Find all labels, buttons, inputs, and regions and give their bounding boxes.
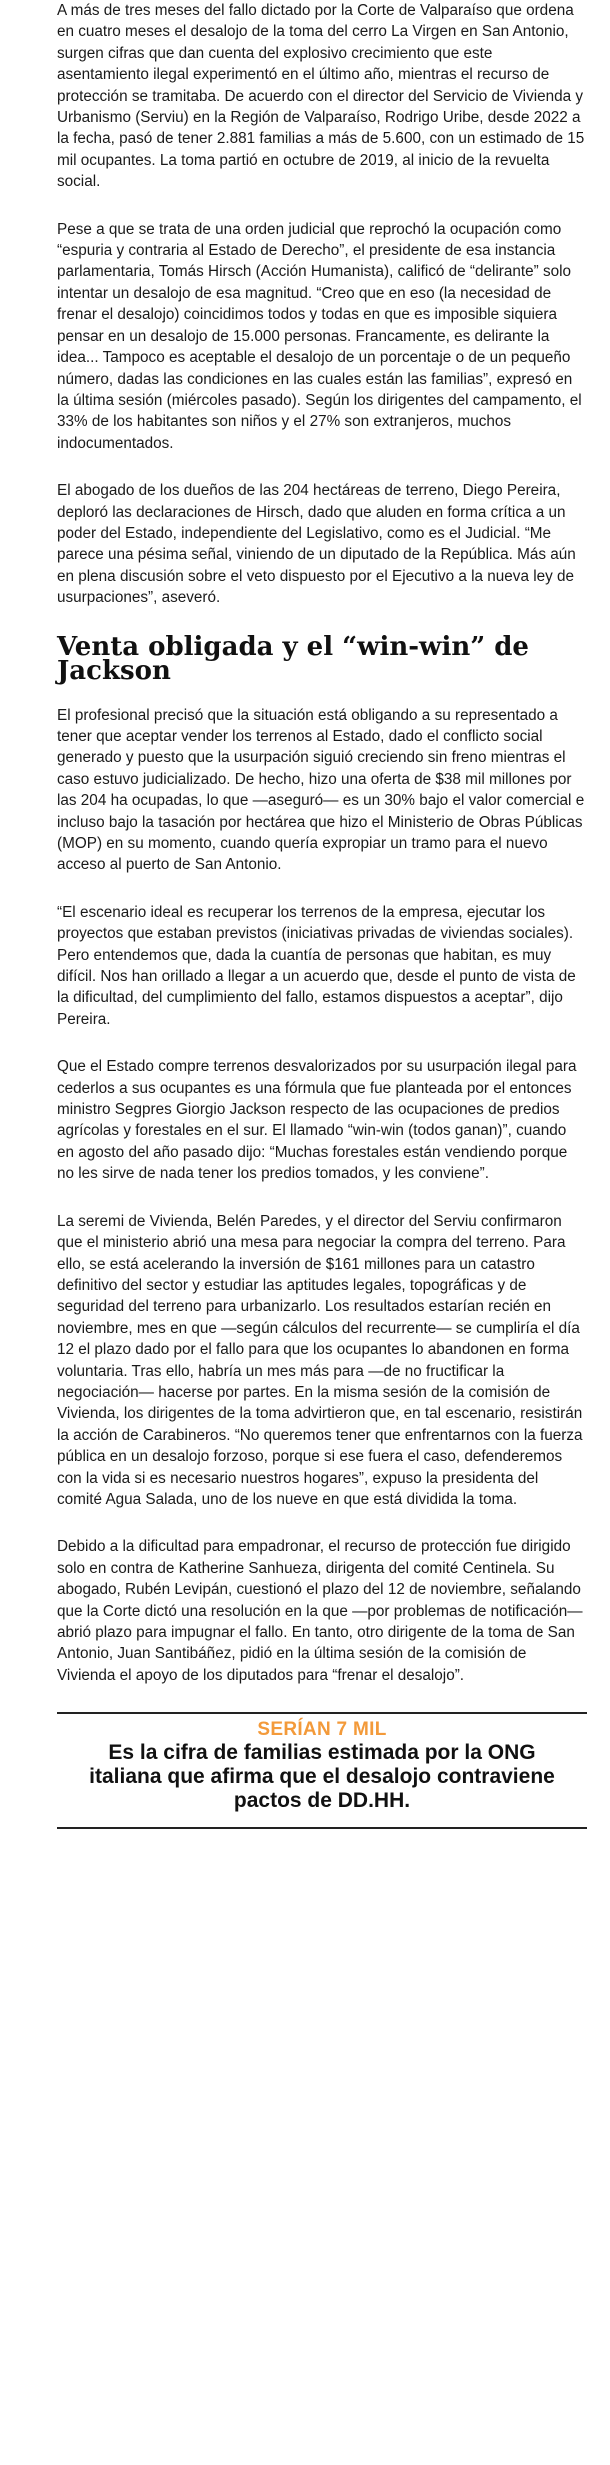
- article-paragraph: Que el Estado compre terrenos desvalorizados por su usurpación ilegal para cederlos a sus ocupantes es una fórmula que fue planteada por el entonces ministro Segpres Giorgio Jackson respecto de las ocupaciones de predios agrícolas y forestales en el sur. El llamado “win-win (todos ganan)”, cuando en agosto del año pasado dijo: “Muchas forestales están vendiendo porque no les sirve de nada tener los predios tomados, y les conviene”.: [57, 1058, 577, 1183]
- callout-text: Es la cifra de familias estimada por la ONG italiana que afirma que el desalojo contraviene pactos de DD.HH.: [89, 1741, 555, 1813]
- article-paragraph: Pese a que se trata de una orden judicial que reprochó la ocupación como “espuria y contraria al Estado de Derecho”, el presidente de esa instancia parlamentaria, Tomás Hirsch (Acción Humanista), calificó de “delirante” solo intentar un desalojo de esa magnitud. “Creo que en eso (la necesidad de frenar el desalojo) coincidimos todos y todas en que es imposible siquiera pensar en un desalojo de 15.000 personas. Francamente, es delirante la idea... Tampoco es aceptable el desalojo de un porcentaje o de un pequeño número, dadas las condiciones en las cuales están las familias”, expresó en la última sesión (miércoles pasado). Según los dirigentes del campamento, el 33% de los habitantes son niños y el 27% son extranjeros, muchos indocumentados.: [57, 220, 582, 452]
- article-paragraph: La seremi de Vivienda, Belén Paredes, y el director del Serviu confirmaron que el ministerio abrió una mesa para negociar la compra del terreno. Para ello, se está acelerando la inversión de $161 millones para un catastro definitivo del sector y estudiar las aptitudes legales, topográficas y de seguridad del terreno para urbanizarlo. Los resultados estarían recién en noviembre, mes en que —según cálculos del recurrente— se cumpliría el día 12 el plazo dado por el fallo para que los ocupantes lo abandonen en forma voluntaria. Tras ello, habría un mes más para —de no fructificar la negociación— hacerse por partes. En la misma sesión de la comisión de Vivienda, los dirigentes de la toma advirtieron que, en tal escenario, resistirán la acción de Carabineros. “No queremos tener que enfrentarnos con la fuerza pública en un desalojo forzoso, porque si ese fuera el caso, defenderemos con la vida si es necesario nuestros hogares”, expuso la presidenta del comité Agua Salada, uno de los nueve en que está dividida la toma.: [57, 1212, 583, 1508]
- article: [57, 0, 587, 1829]
- article-paragraph: A más de tres meses del fallo dictado por la Corte de Valparaíso que ordena en cuatro meses el desalojo de la toma del cerro La Virgen en San Antonio, surgen cifras que dan cuenta del explosivo crecimiento que este asentamiento ilegal experimentó en el último año, mientras el recurso de protección se tramitaba. De acuerdo con el director del Servicio de Vivienda y Urbanismo (Serviu) en la Región de Valparaíso, Rodrigo Uribe, desde 2022 a la fecha, pasó de tener 2.881 familias a más de 5.600, con un estimado de 15 mil ocupantes. La toma partió en octubre de 2019, al inicio de la revuelta social.: [57, 2, 585, 191]
- article-paragraph: El profesional precisó que la situación está obligando a su representado a tener que aceptar vender los terrenos al Estado, dado el conflicto social generado y puesto que la usurpación siguió creciendo sin freno mientras el caso estuvo judicializado. De hecho, hizo una oferta de $38 mil millones por las 204 ha ocupadas, lo que —aseguró— es un 30% bajo el valor comercial e incluso bajo la tasación por hectárea que hizo el Ministerio de Obras Públicas (MOP) en su momento, cuando quería expropiar un tramo para el nuevo acceso al puerto de San Antonio.: [57, 706, 585, 874]
- highlight-callout: [57, 1712, 587, 1829]
- article-paragraph: El abogado de los dueños de las 204 hectáreas de terreno, Diego Pereira, deploró las declaraciones de Hirsch, dado que aluden en forma crítica a un poder del Estado, independiente del Legislativo, como es el Judicial. “Me parece una pésima señal, viniendo de un diputado de la República. Más aún en plena discusión sobre el veto dispuesto por el Ejecutivo a la nueva ley de usurpaciones”, aseveró.: [57, 482, 576, 607]
- callout-kicker: SERÍAN 7 MIL: [257, 1719, 387, 1741]
- article-paragraph: Debido a la dificultad para empadronar, el recurso de protección fue dirigido solo en contra de Katherine Sanhueza, dirigenta del comité Centinela. Su abogado, Rubén Levipán, cuestionó el plazo del 12 de noviembre, señalando que la Corte dictó una resolución en la que —por problemas de notificación— abrió plazo para impugnar el fallo. En tanto, otro dirigente de la toma de San Antonio, Juan Santibáñez, pidió en la última sesión de la comisión de Vivienda el apoyo de los diputados para “frenar el desalojo”.: [57, 1538, 583, 1684]
- section-subheading: Venta obligada y el “win-win” de Jackson: [57, 631, 529, 686]
- article-paragraph: “El escenario ideal es recuperar los terrenos de la empresa, ejecutar los proyectos que estaban previstos (iniciativas privadas de viviendas sociales). Pero entendemos que, dada la cuantía de personas que habitan, es muy difícil. Nos han orillado a llegar a un acuerdo que, desde el punto de vista de la dificultad, del cumplimiento del fallo, estamos dispuestos a aceptar”, dijo Pereira.: [57, 903, 576, 1028]
